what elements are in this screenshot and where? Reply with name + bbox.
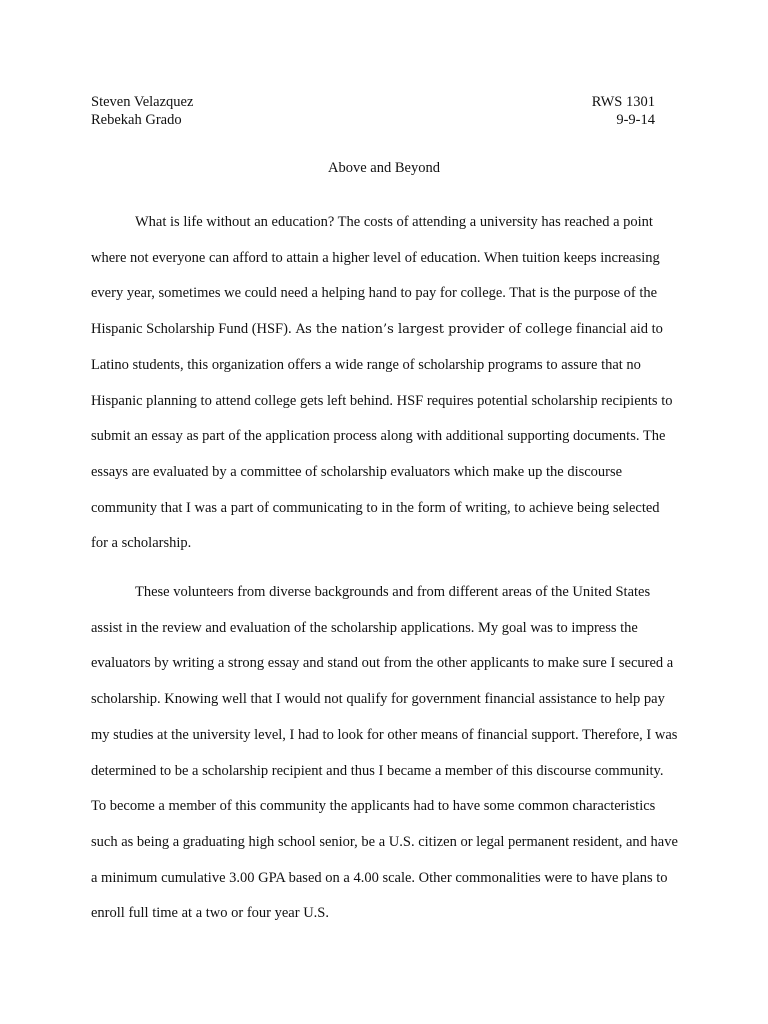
document-header [91, 93, 655, 129]
course-code: RWS 1301 [591, 94, 655, 110]
author-name: Steven Velazquez [91, 94, 194, 110]
paragraph-1-part-a: What is life without an education? The costs of attending a university has reached a point where not everyone can afford to attain a higher level of education. When tuition keeps increasing every year, sometimes we could need a helping hand to pay for college. That is the purpose of the Hispanic Scholarship Fund (HSF). [91, 214, 660, 338]
paragraph-2-text: These volunteers from diverse backgrounds and from different areas of the United States assist in the review and evaluation of the scholarship applications. My goal was to impress the evaluators by writing a strong essay and stand out from the other applicants to make sure I secured a scholarship. Knowing well that I would not qualify for government financial assistance to help pay my studies at the university level, I had to look for other means of financial support. Therefore, I was determined to be a scholarship recipient and thus I became a member of this discourse community. To become a member of this community the applicants had to have some common characteristics such as being a graduating high school senior, be a U.S. citizen or legal permanent resident, and have a minimum cumulative 3.00 GPA based on a 4.00 scale. Other commonalities were to have plans to enroll full time at a two or four year U.S. [91, 584, 678, 922]
paragraph-2 [91, 575, 680, 932]
paragraph-1-part-b: As the nation’s largest provider of college [291, 322, 573, 338]
paragraph-1-text [91, 205, 680, 562]
header-row-1 [91, 93, 655, 111]
header-row-2 [91, 111, 655, 129]
paragraph-1-part-c: financial aid to Latino students, this organization offers a wide range of scholarship programs to assure that no Hispanic planning to attend college gets left behind. HSF requires potential scholarship recipients to submit an essay as part of the application process along with additional supporting documents. The essays are evaluated by a committee of scholarship evaluators which make up the discourse community that I was a part of communicating to in the form of writing, to achieve being selected for a scholarship. [91, 321, 673, 552]
paragraph-1 [91, 205, 680, 562]
instructor-name: Rebekah Grado [91, 112, 182, 128]
document-title: Above and Beyond [328, 160, 440, 176]
document-date: 9-9-14 [616, 112, 655, 128]
